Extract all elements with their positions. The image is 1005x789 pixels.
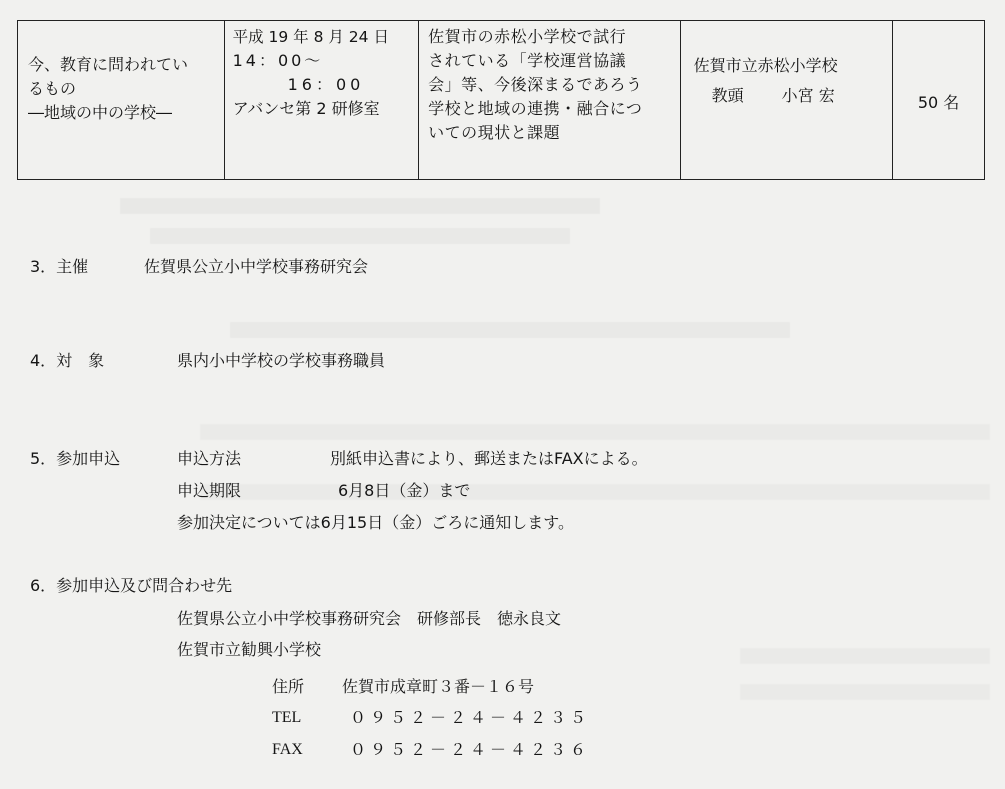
lecturer-name: 小宮 宏 (781, 86, 835, 105)
bleed-through-mark (740, 648, 990, 664)
address-value: 佐賀市成章町３番－１６号 (342, 677, 535, 696)
deadline-value: 6月8日（金）まで (338, 481, 471, 500)
description-line: 学校と地域の連携・融合につ (428, 99, 643, 118)
topic-line: 今、教育に問われてい (28, 55, 189, 74)
fax-value: ０９５２－２４－４２３６ (350, 740, 591, 759)
lecturer-info (694, 84, 893, 108)
capacity-cell (893, 21, 984, 179)
bleed-through-mark (200, 484, 990, 500)
end-time-text: 16：00 (287, 75, 365, 94)
method-value: 別紙申込書により、郵送またはFAXによる。 (330, 449, 648, 468)
bleed-through-mark (230, 322, 790, 338)
organizer-value: 佐賀県公立小中学校事務研究会 (144, 257, 369, 276)
method-label: 申込方法 (177, 449, 242, 468)
contact-school: 佐賀市立勧興小学校 (177, 640, 322, 659)
apply-label: 5．参加申込 (30, 449, 121, 468)
description-line: 会」等、今後深まるであろう (428, 75, 643, 94)
bleed-through-mark (150, 228, 570, 244)
contact-label: 6．参加申込及び問合わせ先 (30, 576, 233, 595)
topic-line: ―地域の中の学校― (28, 103, 173, 122)
address-label: 住所 (272, 677, 305, 696)
seminar-table (17, 20, 985, 180)
datetime-cell (225, 21, 420, 179)
venue-text: アバンセ第 2 研修室 (232, 99, 380, 118)
lecturer-school: 佐賀市立赤松小学校 (693, 56, 838, 75)
topic-line: るもの (28, 79, 77, 98)
description-line: されている「学校運営協議 (428, 51, 627, 70)
bleed-through-mark (200, 424, 990, 440)
tel-label: TEL (272, 709, 302, 726)
lecturer-title: 教頭 (711, 86, 744, 105)
description-cell (419, 21, 680, 179)
target-label: 4．対 象 (30, 351, 105, 370)
organizer-label: 3．主催 (30, 257, 89, 276)
description-line: いての現状と課題 (428, 123, 561, 142)
bleed-through-mark (740, 684, 990, 700)
bleed-through-mark (120, 198, 600, 214)
lecturer-cell (681, 21, 894, 179)
topic-cell (18, 21, 225, 179)
contact-org: 佐賀県公立小中学校事務研究会 研修部長 徳永良文 (177, 609, 562, 628)
capacity-text: 50 名 (917, 93, 960, 112)
start-time-text: 14：00～ (232, 51, 324, 70)
date-text: 平成 19 年 8 月 24 日 (232, 28, 389, 46)
deadline-label: 申込期限 (177, 481, 242, 500)
decision-note: 参加決定については6月15日（金）ごろに通知します。 (177, 513, 574, 532)
description-line: 佐賀市の赤松小学校で試行 (428, 27, 627, 46)
tel-value: ０９５２－２４－４２３５ (350, 708, 591, 727)
target-value: 県内小中学校の学校事務職員 (177, 351, 386, 370)
fax-label: FAX (272, 741, 303, 758)
